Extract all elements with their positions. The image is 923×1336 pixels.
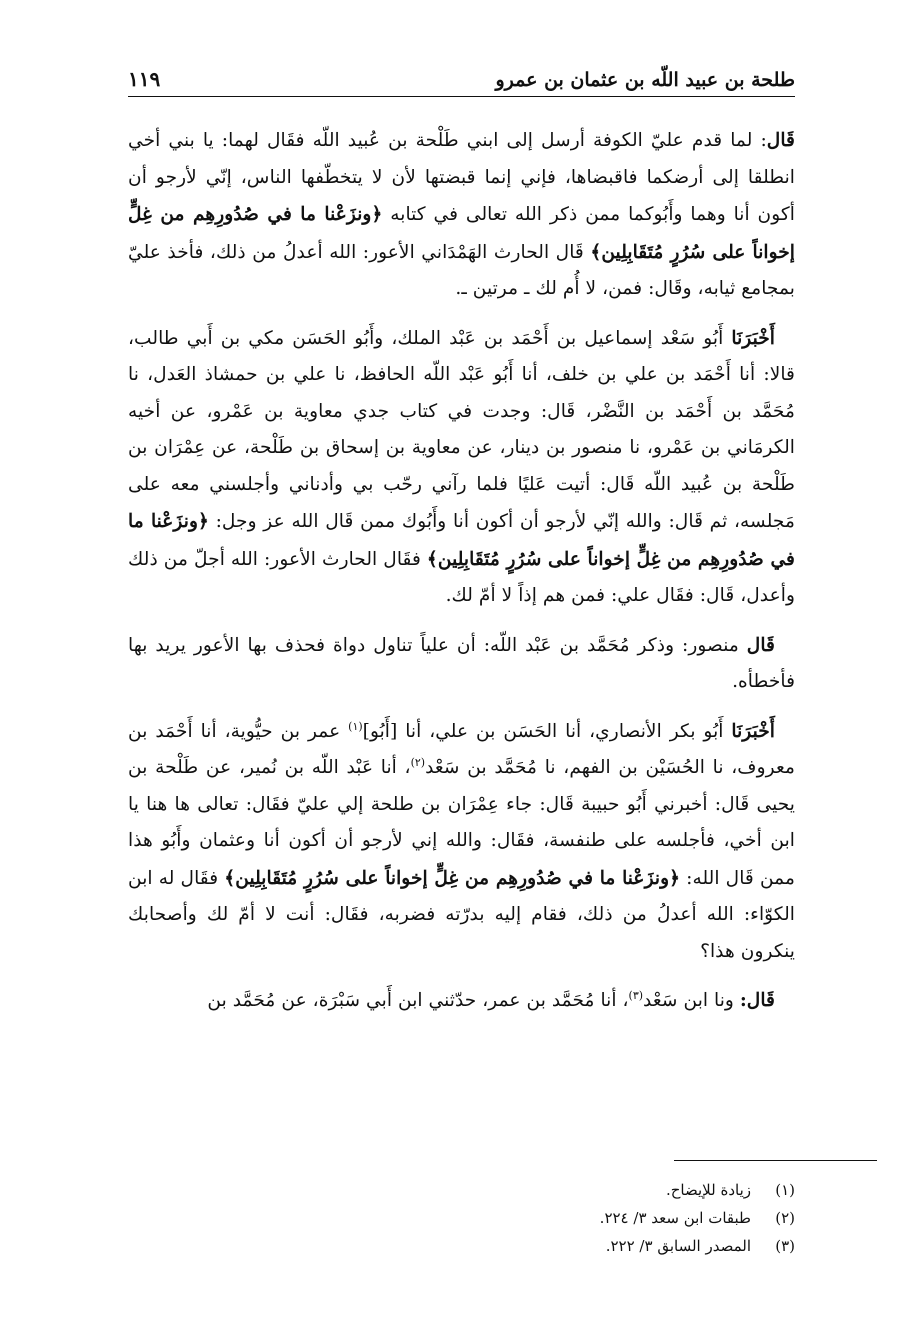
footnote: [128, 1176, 795, 1204]
paragraph: [128, 713, 795, 971]
text-segment: : لما قدم عليّ الكوفة أرسل إلى ابني طَلْحة بن عُبيد اللّه فقَال لهما: يا بني أخي انطلقا إلى أرضكما فاقبضاها، فإني إنما قبضتها لأن لا يتخطّفها الناس، إنّي لأرجو أن أكون أنا وهما وأَبُوكما ممن ذكر الله تعالى في كتابه: [128, 130, 795, 225]
text-segment: ، أنا عَبْد اللّه بن نُمير، عن طَلْحة بن يحيى قَال: أخبرني أَبُو حبيبة قَال: جاء عِمْرَان بن طلحة إلي عليّ فقَال: تعالى ها هنا يا ابن أخي، فأجلسه على طنفسة، فقَال: والله إني لأرجو أن أكون أنا وعثمان وأَبُو هذا ممن قَال الله:: [128, 757, 795, 889]
paragraph-lead-word: قَال: [746, 633, 775, 656]
text-segment: منصور: وذكر مُحَمَّد بن عَبْد اللّه: أن علياً تناول دواة فحذف بها الأعور يريد بها فأخطأه.: [128, 634, 795, 692]
text-segment: فقَال له ابن الكوّاء: الله أعدلُ من ذلك، فقام إليه بدرّته فضربه، فقَال: أنت لا أمّ لك وأصحابك ينكرون هذا؟: [128, 867, 795, 962]
paragraph: [128, 982, 795, 1020]
footnote-reference: (٣): [628, 988, 644, 1002]
paragraph-lead-word: أَخْبَرَنَا: [731, 719, 775, 742]
text-segment: عمر بن حيُّوية، أنا أَحْمَد بن معروف، نا الحُسَيْن بن الفهم، نا مُحَمَّد بن سَعْد: [128, 720, 795, 778]
footnote-text: المصدر السابق ٣/ ٢٢٢.: [605, 1237, 751, 1255]
running-title: طلحة بن عبيد اللّه بن عثمان بن عمرو: [495, 69, 795, 91]
footnote: [128, 1232, 795, 1260]
text-segment: قَال الحارث الهَمْدَاني الأعور: الله أعدلُ من ذلك، فأخذ عليّ بمجامع ثيابه، وقَال: فمن، لا أُم لك ـ مرتين ـ.: [128, 241, 795, 299]
paragraph: [128, 320, 795, 615]
quran-verse: ﴿ونزَعْنا ما في صُدُورِهِم من غِلٍّ إخواناً على سُرُرٍ مُتَقَابِلِين﴾: [224, 866, 681, 889]
footnote-divider: [674, 1160, 877, 1161]
footnote: [128, 1204, 795, 1232]
paragraph-lead-word: قَال: [766, 129, 795, 151]
quran-verse: ﴿ونزَعْنا ما في صُدُورِهِم من غِلٍّ إخواناً على سُرُرٍ مُتَقَابِلِين﴾: [128, 203, 795, 263]
footnote-reference: (١): [348, 719, 363, 733]
page-header: [128, 58, 795, 97]
footnote-number: (١): [775, 1181, 795, 1199]
text-segment: ، أنا مُحَمَّد بن عمر، حدّثني ابن أَبي سَبْرَة، عن مُحَمَّد بن: [207, 990, 629, 1011]
text-segment: ونا ابن سَعْد: [643, 990, 740, 1011]
text-segment: فقَال الحارث الأعور: الله أجلّ من ذلك وأعدل، قَال: فقَال علي: فمن هم إذاً لا أمّ لك.: [128, 548, 795, 606]
footnote-number: (٣): [775, 1237, 795, 1255]
footnotes: [128, 1176, 795, 1260]
text-segment: أَبُو بكر الأنصاري، أنا الحَسَن بن علي، أنا [أَبُو]: [362, 720, 732, 742]
paragraph-lead-word: أَخْبَرَنَا: [731, 326, 775, 349]
footnote-text: طبقات ابن سعد ٣/ ٢٢٤.: [599, 1209, 751, 1227]
footnote-reference: (٢): [410, 755, 426, 769]
quran-verse: ﴿ونزَعْنا ما في صُدُورِهِم من غِلٍّ إخواناً على سُرُرٍ مُتَقَابِلِين﴾: [128, 510, 795, 570]
footnote-number: (٢): [775, 1209, 795, 1227]
footnote-text: زيادة للإيضاح.: [665, 1181, 751, 1199]
paragraph: [128, 122, 795, 308]
main-text: [128, 122, 795, 1020]
text-segment: أَبُو سَعْد إسماعيل بن أَحْمَد بن عَبْد الملك، وأَبُو الحَسَن مكي بن أَبي طالب، قالا: أنا أَحْمَد بن علي بن خلف، أنا أَبُو عَبْد اللّه الحافظ، نا علي بن حمشاذ العَدل، نا مُحَمَّد بن أَحْمَد بن النَّضْر، قَال: وجدت في كتاب جدي معاوية بن عَمْرو، عن أخيه الكرمَاني بن عَمْرو، نا منصور بن دينار، عن معاوية بن إسحاق بن طَلْحة، عن عِمْرَان بن طَلْحة بن عُبيد اللّه قَال: أتيت عَليًا فلما رآني رحّب بي وأدناني وأجلسني معه على مَجلسه، ثم قَال: والله إنّي لأرجو أن أكون أنا وأَبُوك ممن قَال الله عز وجل:: [128, 327, 795, 532]
page-number: ١١٩: [128, 67, 161, 91]
paragraph: [128, 627, 795, 701]
paragraph-lead-word: قَال:: [739, 989, 775, 1011]
